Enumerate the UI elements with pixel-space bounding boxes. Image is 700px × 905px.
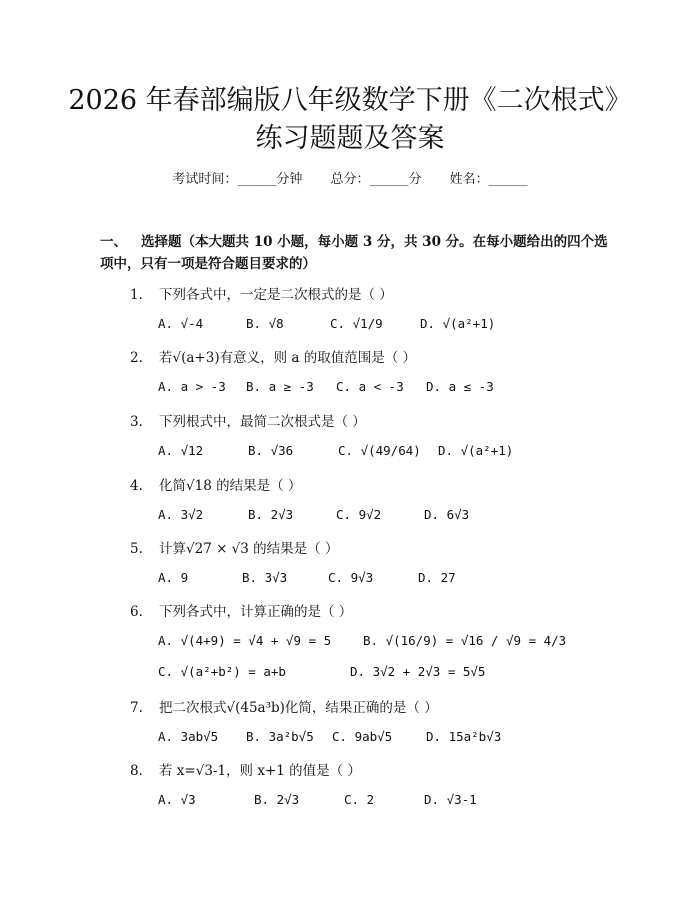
question xyxy=(130,346,416,366)
section-heading xyxy=(100,231,610,275)
option-d: D. a ≤ -3 xyxy=(426,379,494,394)
document-title: 2026 年春部编版八年级数学下册《二次根式》练习题题及答案 xyxy=(68,85,632,154)
option-d: D. 3√2 + 2√3 = 5√5 xyxy=(350,664,486,679)
option-c: C. 9ab√5 xyxy=(332,729,393,744)
question-options xyxy=(158,664,485,679)
option-b: B. √(16/9) = √16 / √9 = 4/3 xyxy=(363,633,567,648)
option-c: C. √(49/64) xyxy=(338,443,421,458)
option-c: C. a < -3 xyxy=(336,379,404,394)
option-c: C. √1/9 xyxy=(330,316,383,331)
option-b: B. 3a²b√5 xyxy=(246,729,314,744)
option-d: D. 6√3 xyxy=(424,507,470,522)
question-text: 下列各式中，计算正确的是（ ） xyxy=(159,604,353,620)
question xyxy=(130,696,438,716)
question-text: 把二次根式√(45a³b)化简，结果正确的是（ ） xyxy=(159,700,438,716)
option-a: A. 3ab√5 xyxy=(158,729,219,744)
question-options xyxy=(158,507,469,522)
option-b: B. 2√3 xyxy=(254,792,300,807)
question-text: 若√(a+3)有意义，则 a 的取值范围是（ ） xyxy=(159,350,417,366)
option-a: A. 9 xyxy=(158,570,189,585)
question-number: 5. xyxy=(130,541,143,557)
option-d: D. 15a²b√3 xyxy=(426,729,502,744)
question-number: 6. xyxy=(130,604,143,620)
option-b: B. 3√3 xyxy=(242,570,288,585)
option-c: C. √(a²+b²) = a+b xyxy=(158,664,286,679)
option-d: D. √(a²+1) xyxy=(420,316,496,331)
question xyxy=(130,410,366,430)
exam-time: 考试时间：______分钟 xyxy=(172,172,303,187)
option-c: C. 9√2 xyxy=(336,507,382,522)
option-b: B. 2√3 xyxy=(248,507,294,522)
option-a: A. √12 xyxy=(158,443,204,458)
question-number: 1. xyxy=(130,287,143,303)
question xyxy=(130,537,338,557)
option-d: D. 27 xyxy=(418,570,456,585)
option-a: A. 3√2 xyxy=(158,507,204,522)
exam-meta xyxy=(0,168,700,187)
question xyxy=(130,283,393,303)
option-d: D. √(a²+1) xyxy=(438,443,514,458)
question-text: 下列各式中，一定是二次根式的是（ ） xyxy=(159,287,393,303)
question-number: 3. xyxy=(130,414,143,430)
question-number: 4. xyxy=(130,478,143,494)
question-text: 下列根式中，最简二次根式是（ ） xyxy=(159,414,366,430)
question-options xyxy=(158,443,513,458)
question-text: 计算√27 × √3 的结果是（ ） xyxy=(159,541,339,557)
option-c: C. 9√3 xyxy=(328,570,374,585)
section-text: 选择题（本大题共 10 小题，每小题 3 分，共 30 分。在每小题给出的四个选项中，只有一项是符合题目要求的） xyxy=(100,234,608,272)
question xyxy=(130,600,352,620)
option-c: C. 2 xyxy=(344,792,375,807)
question-options xyxy=(158,316,495,331)
question xyxy=(130,759,361,779)
option-a: A. √(4+9) = √4 + √9 = 5 xyxy=(158,633,332,648)
question-options xyxy=(158,633,566,648)
student-name: 姓名：______ xyxy=(449,172,528,187)
question-number: 2. xyxy=(130,350,143,366)
option-b: B. √36 xyxy=(248,443,294,458)
question-options xyxy=(158,729,501,744)
question-options xyxy=(158,570,456,585)
option-a: A. √-4 xyxy=(158,316,204,331)
question xyxy=(130,474,301,494)
question-options xyxy=(158,792,477,807)
question-number: 7. xyxy=(130,700,143,716)
question-options xyxy=(158,379,494,394)
option-a: A. a > -3 xyxy=(158,379,226,394)
option-d: D. √3-1 xyxy=(424,792,477,807)
option-b: B. √8 xyxy=(246,316,284,331)
question-number: 8. xyxy=(130,763,143,779)
option-b: B. a ≥ -3 xyxy=(246,379,314,394)
question-text: 若 x=√3-1，则 x+1 的值是（ ） xyxy=(159,763,361,779)
question-text: 化简√18 的结果是（ ） xyxy=(159,478,302,494)
option-a: A. √3 xyxy=(158,792,196,807)
section-number: 一、 xyxy=(100,234,127,250)
total-score: 总分：______分 xyxy=(330,172,422,187)
